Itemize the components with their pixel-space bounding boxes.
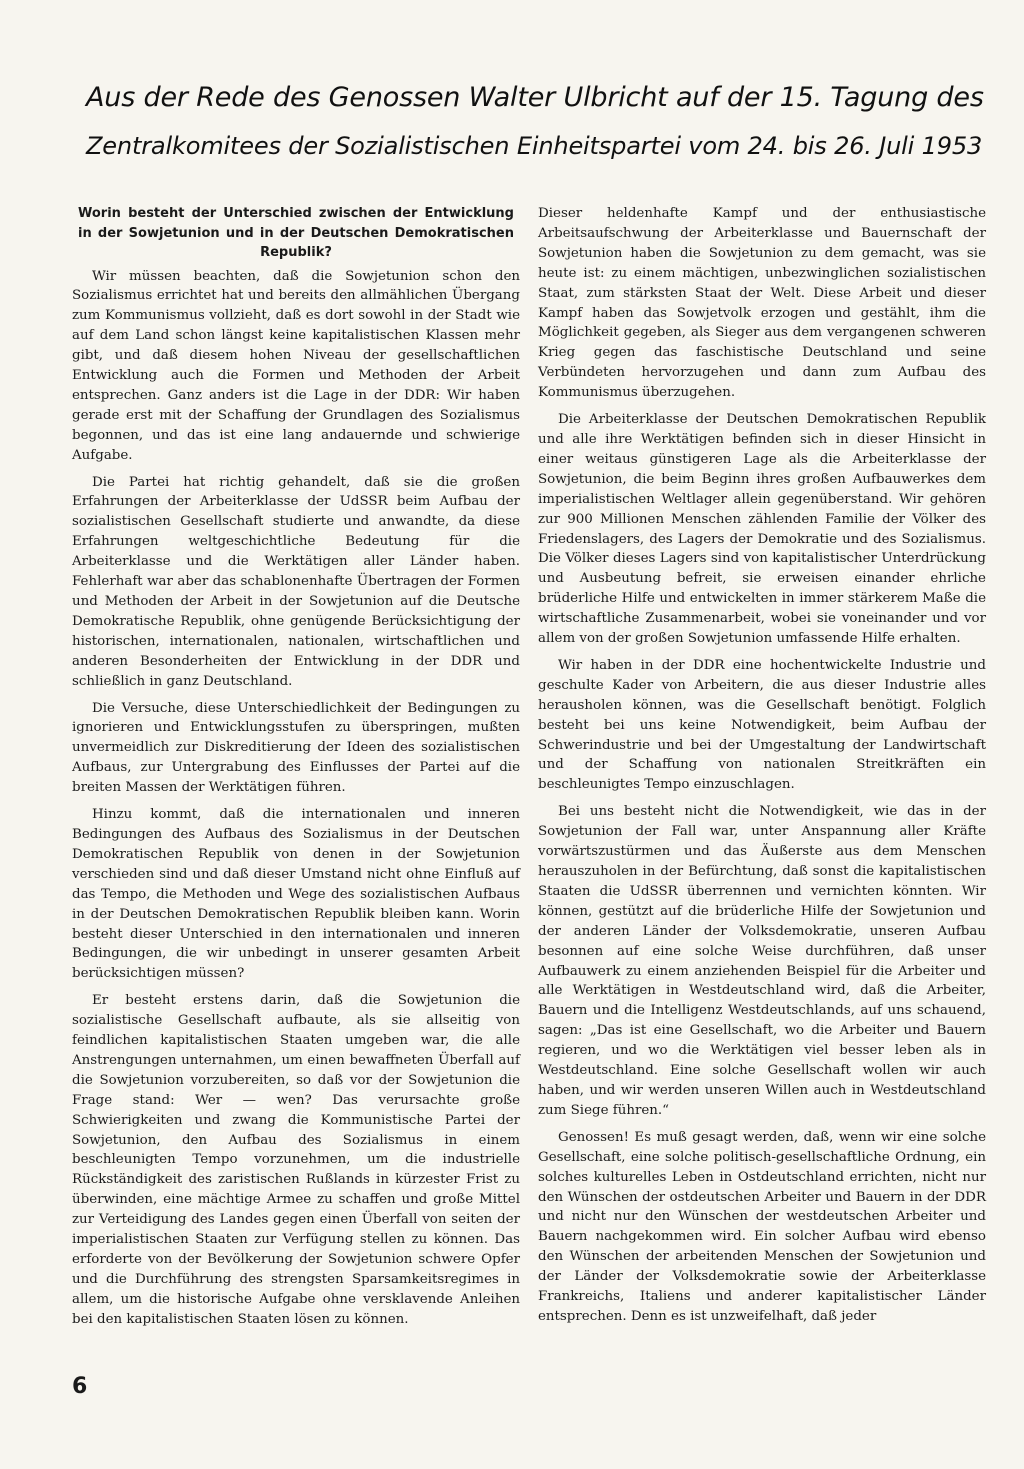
- paragraph: Wir müssen beachten, daß die Sowjetunion schon den Sozialismus errichtet hat und bereits den allmählichen Übergang zum Kommunismus vollzieht, daß es dort sowohl in der Stadt wie auf dem Land schon längst keine kapitalistischen Klassen mehr gibt, und daß diesem hohen Niveau der gesellschaftlichen Entwicklung auch die Formen und Methoden der Arbeit entsprechen. Ganz anders ist die Lage in der DDR: Wir haben gerade erst mit der Schaffung der Grundlagen des Sozialismus begonnen, und das ist eine lang andauernde und schwierige Aufgabe.: [72, 268, 520, 463]
- headline-line-2: Zentralkomitees der Sozialistischen Einheitspartei vom 24. bis 26. Juli 1953: [86, 132, 983, 160]
- paragraph: Wir haben in der DDR eine hochentwickelte Industrie und geschulte Kader von Arbeitern, die aus dieser Industrie alles herausholen können, was die Gesellschaft benötigt. Folglich besteht bei uns keine Notwendigkeit, beim Aufbau der Schwerindustrie und bei der Umgestaltung der Landwirtschaft und der Schaffung von nationalen Streitkräften ein beschleunigtes Tempo einzuschlagen.: [538, 657, 986, 793]
- paragraph: Die Partei hat richtig gehandelt, daß sie die großen Erfahrungen der Arbeiterklasse der UdSSR beim Aufbau der sozialistischen Gesellschaft studierte und anwandte, da diese Erfahrungen weltgeschichtliche Bedeutung für die Arbeiterklasse und die Werktätigen aller Länder haben. Fehlerhaft war aber das schablonenhafte Übertragen der Formen und Methoden der Arbeit in der Sowjetunion auf die Deutsche Demokratische Republik, ohne genügende Berücksichtigung der historischen, internationalen, nationalen, wirtschaftlichen und anderen Besonderheiten der Entwicklung in der DDR und schließlich in ganz Deutschland.: [72, 474, 520, 689]
- page-number: 6: [72, 1374, 88, 1399]
- paragraph: Die Arbeiterklasse der Deutschen Demokratischen Republik und alle ihre Werktätigen befinden sich in dieser Hinsicht in einer weitaus günstigeren Lage als die Arbeiterklasse der Sowjetunion, die beim Beginn ihres großen Aufbauwerkes dem imperialistischen Weltlager allein gegenüberstand. Wir gehören zur 900 Millionen Menschen zählenden Familie der Völker des Friedenslagers, des Lagers der Demokratie und des Sozialismus. Die Völker dieses Lagers sind von kapitalistischer Unterdrückung und Ausbeutung befreit, sie erweisen einander ehrliche brüderliche Hilfe und entwickelten in immer stärkerem Maße die wirtschaftliche Zusammenarbeit, wobei sie voneinander und vor allem von der großen Sowjetunion umfassende Hilfe erhalten.: [538, 412, 986, 647]
- section-subheading: Worin besteht der Unterschied zwischen der Entwicklung in der Sowjetunion und in der Deutschen Demokratischen Republik?: [78, 206, 514, 260]
- paragraph: Genossen! Es muß gesagt werden, daß, wenn wir eine solche Gesellschaft, eine solche politisch-gesellschaftliche Ordnung, ein solches kulturelles Leben in Ostdeutschland errichten, nicht nur den Wünschen der ostdeutschen Arbeiter und Bauern in der DDR und nicht nur den Wünschen der westdeutschen Arbeiter und Bauern nachgekommen wird. Ein solcher Aufbau wird ebenso den Wünschen der arbeitenden Menschen der Sowjetunion und der Länder der Volksdemokratie sowie der Arbeiterklasse Frankreichs, Italiens und anderer kapitalistischer Länder entsprechen. Denn es ist unzweifelhaft, daß jeder: [538, 1129, 986, 1324]
- left-column: [72, 204, 520, 1337]
- paragraph: Bei uns besteht nicht die Notwendigkeit, wie das in der Sowjetunion der Fall war, unter Anspannung aller Kräfte vorwärtszustürmen und das Äußerste aus dem Menschen herauszuholen in der Befürchtung, daß sonst die kapitalistischen Staaten die UdSSR überrennen und vernichten könnten. Wir können, gestützt auf die brüderliche Hilfe der Sowjetunion und der anderen Länder der Volksdemokratie, unseren Aufbau besonnen auf eine solche Weise durchführen, daß unser Aufbauwerk zu einem anziehenden Beispiel für die Arbeiter und alle Werktätigen in Westdeutschland wird, daß die Arbeiter, Bauern und die Intelligenz Westdeutschlands, auf uns schauend, sagen: „Das ist eine Gesellschaft, wo die Arbeiter und Bauern regieren, und wo die Werktätigen viel besser leben als in Westdeutschland. Eine solche Gesellschaft wollen wir auch haben, und wir werden unseren Willen auch in Westdeutschland zum Siege führen.“: [538, 804, 986, 1118]
- paragraph: Er besteht erstens darin, daß die Sowjetunion die sozialistische Gesellschaft aufbaute, als sie allseitig von feindlichen kapitalistischen Staaten umgeben war, die alle Anstrengungen unternahmen, um einen bewaffneten Überfall auf die Sowjetunion vorzubereiten, so daß vor der Sowjetunion die Frage stand: Wer — wen? Das verursachte große Schwierigkeiten und zwang die Kommunistische Partei der Sowjetunion, den Aufbau des Sozialismus in einem beschleunigten Tempo vorzunehmen, um die industrielle Rückständigkeit des zaristischen Rußlands in kürzester Frist zu überwinden, eine mächtige Armee zu schaffen und große Mittel zur Verteidigung des Landes gegen einen Überfall von seiten der imperialistischen Staaten zur Verfügung stellen zu können. Das erforderte von der Bevölkerung der Sowjetunion schwere Opfer und die Durchführung des strengsten Sparsamkeitsregimes in allem, um die historische Aufgabe ohne versklavende Anleihen bei den kapitalistischen Staaten lösen zu können.: [72, 993, 520, 1327]
- headline-line-1: Aus der Rede des Genossen Walter Ulbricht auf der 15. Tagung des: [86, 82, 984, 113]
- headline: [86, 74, 986, 170]
- paragraph: Dieser heldenhafte Kampf und der enthusiastische Arbeitsaufschwung der Arbeiterklasse und Bauernschaft der Sowjetunion haben die Sowjetunion zu dem gemacht, was sie heute ist: zu einem mächtigen, unbezwinglichen sozialistischen Staat, zum stärksten Staat der Welt. Diese Arbeit und dieser Kampf haben das Sowjetvolk erzogen und gestählt, ihm die Möglichkeit gegeben, als Sieger aus dem vergangenen schweren Krieg gegen das faschistische Deutschland und seine Verbündeten hervorzugehen und dann zum Aufbau des Kommunismus überzugehen.: [538, 206, 986, 401]
- right-column: [538, 204, 986, 1334]
- paragraph: Hinzu kommt, daß die internationalen und inneren Bedingungen des Aufbaus des Sozialismus in der Deutschen Demokratischen Republik von denen in der Sowjetunion verschieden sind und daß dieser Umstand nicht ohne Einfluß auf das Tempo, die Methoden und Wege des sozialistischen Aufbaus in der Deutschen Demokratischen Republik bleiben kann. Worin besteht dieser Unterschied in den internationalen und inneren Bedingungen, die wir unbedingt in unserer gesamten Arbeit berücksichtigen müssen?: [72, 807, 520, 982]
- paragraph: Die Versuche, diese Unterschiedlichkeit der Bedingungen zu ignorieren und Entwicklungsstufen zu überspringen, mußten unvermeidlich zur Diskreditierung der Ideen des sozialistischen Aufbaus, zur Untergrabung des Einflusses der Partei auf die breiten Massen der Werktätigen führen.: [72, 700, 520, 796]
